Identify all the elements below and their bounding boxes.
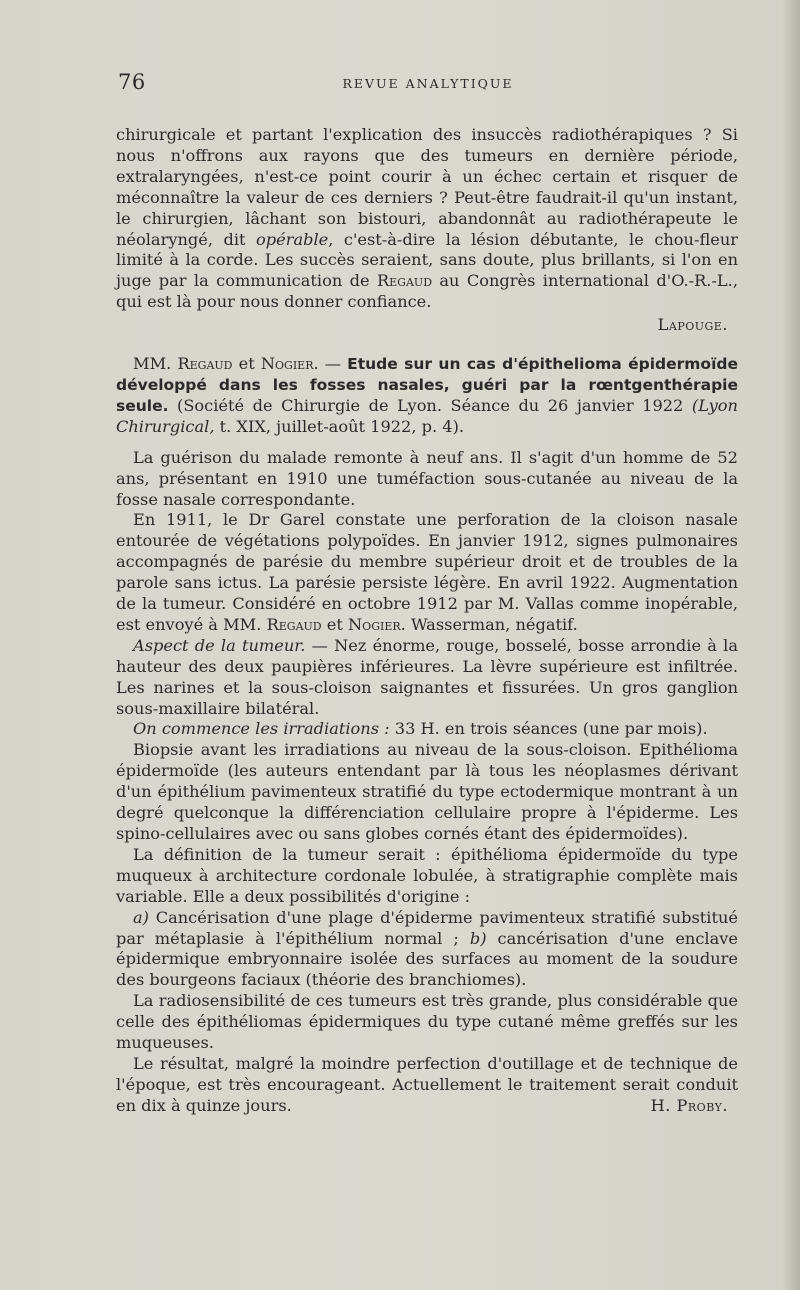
article2-signature: H. Proby.	[650, 1095, 728, 1115]
article2-p9: Le résultat, malgré la moindre perfection d'outillage et de technique de l'époque, est très encourageant. Actuellement le traitement serait conduit en dix à quinze jours.	[116, 1053, 738, 1115]
article1-signature: Lapouge.	[657, 315, 728, 335]
article2-p5: Biopsie avant les irradiations au niveau de la sous-cloison. Epithélioma épidermoïde (les auteurs entendant par là tous les néoplasmes dérivant d'un épithélium pavimenteux stratifié du type ectodermique montrant à un degré quelconque la différenciation cellulaire propre à l'épiderme. Les spino-cellulaires avec ou sans globes cornés étant des épidermoïdes).	[116, 740, 738, 843]
page-number: 76	[118, 70, 146, 94]
article2-p3: Aspect de la tumeur. — Nez énorme, rouge, bosselé, bosse arrondie à la hauteur des deux paupières inférieures. La lèvre supérieure est infiltrée. Les narines et la sous-cloison saignantes et fissurées. Un gros ganglion sous-maxillaire bilatéral.	[116, 635, 739, 718]
body-text	[116, 125, 738, 1135]
running-title: REVUE ANALYTIQUE	[342, 76, 514, 91]
article2-p1: La guérison du malade remonte à neuf ans. Il s'agit d'un homme de 52 ans, présentant en 1910 une tuméfaction sous-cutanée au niveau de la fosse nasale correspondante.	[116, 447, 738, 509]
page-header	[118, 70, 738, 96]
article2-heading: MM. Regaud et Nogier. — Etude sur un cas d'épithelioma épidermoïde développé dans les fosses nasales, guéri par la rœntgenthérapie seule. (Société de Chirurgie de Lyon. Séance du 26 janvier 1922 (Lyon Chirurgical, t. XIX, juillet-août 1922, p. 4).	[116, 354, 738, 436]
article2-p7: a) Cancérisation d'une plage d'épiderme pavimenteux stratifié substitué par métaplasie à l'épithélium normal ; b) cancérisation d'une enclave épidermique embryonnaire isolée des surfaces au moment de la soudure des bourgeons faciaux (théorie des branchiomes).	[116, 907, 738, 990]
article2-p6: La définition de la tumeur serait : épithélioma épidermoïde du type muqueux à architecture cordonale lobulée, à stratigraphie complète mais variable. Elle a deux possibilités d'origine :	[116, 844, 738, 906]
article1-paragraph: chirurgicale et partant l'explication des insuccès radiothérapiques ? Si nous n'offrons aux rayons que des tumeurs en dernière période, extralaryngées, n'est-ce point courir à un échec certain et risquer de méconnaître la valeur de ces derniers ? Peut-être faudrait-il qu'un instant, le chirurgien, lâchant son bistouri, abandonnât au radiothérapeute le néolaryngé, dit opérable, c'est-à-dire la lésion débutante, le chou-fleur limité à la corde. Les succès seraient, sans doute, plus brillants, si l'on en juge par la communication de Regaud au Congrès international d'O.-R.-L., qui est là pour nous donner confiance.	[116, 125, 738, 312]
article2-p8: La radiosensibilité de ces tumeurs est très grande, plus considérable que celle des épithéliomas épidermiques du type cutané même greffés sur les muqueuses.	[116, 991, 738, 1053]
article2-p2: En 1911, le Dr Garel constate une perforation de la cloison nasale entourée de végétations polypoïdes. En janvier 1912, signes pulmonaires accompagnés de parésie du membre supérieur droit et de troubles de la parole sans ictus. La parésie persiste légère. En avril 1922. Augmentation de la tumeur. Considéré en octobre 1912 par M. Vallas comme inopérable, est envoyé à MM. Regaud et Nogier. Wasserman, négatif.	[116, 510, 738, 634]
article2-p4: On commence les irradiations : 33 H. en trois séances (une par mois).	[133, 719, 708, 739]
article2-title: Etude sur un cas d'épithelioma épidermoïde développé dans les fosses nasales, guéri par la rœntgenthérapie seule.	[116, 355, 738, 415]
